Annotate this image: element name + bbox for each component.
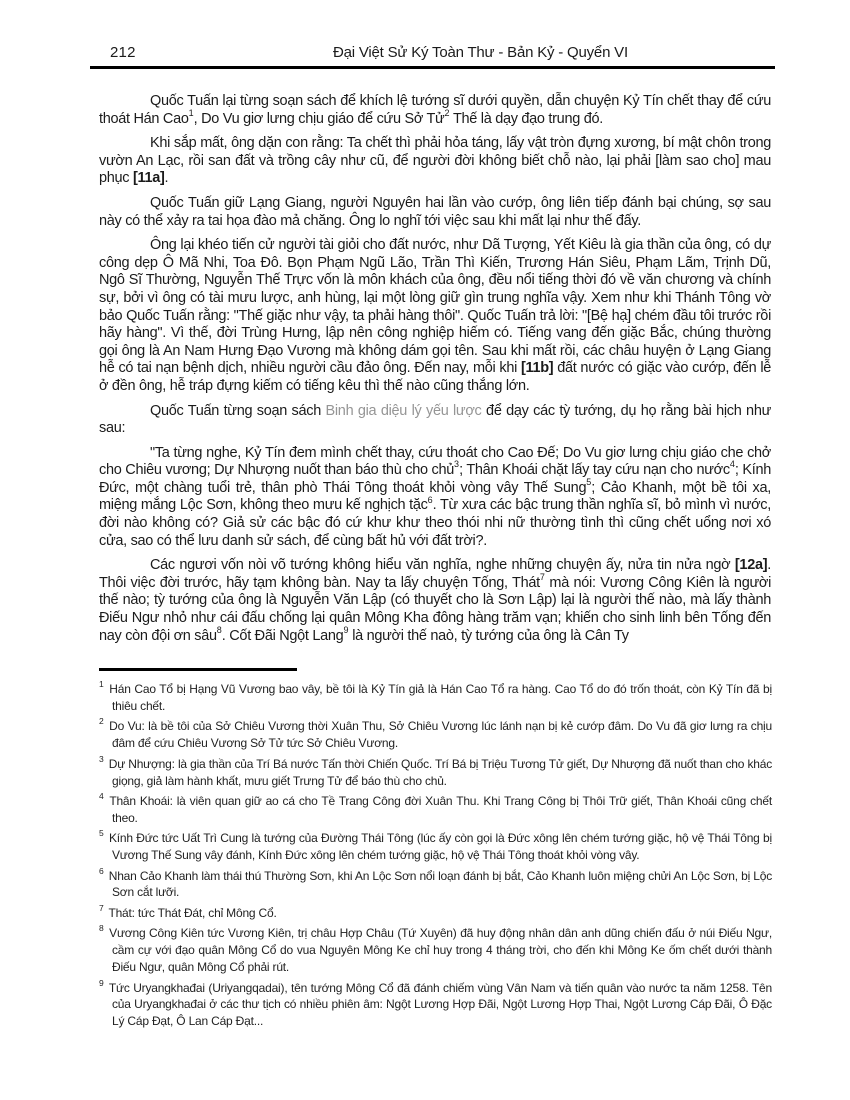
- header-title: Đại Việt Sử Ký Toàn Thư - Bản Kỷ - Quyển VI: [333, 44, 628, 61]
- text-segment: Khi sắp mất, ông dặn con rằng: Ta chết thì phải hỏa táng, lấy vật tròn đựng xương, bí mật chôn trong vườn An Lạc, rồi san đất và trồng cây như cũ, để người đời không biết chỗ nào, lại phải [làm sao cho] mau phục: [99, 135, 771, 187]
- footnote-text: Dự Nhượng: là gia thần của Trí Bá nước Tấn thời Chiến Quốc. Trí Bá bị Triệu Tương Tử giết, Dự Nhượng đã nuốt than cho khác giọng, giả làm hành khất, mưu giết Trưng Tử để báo thù cho chủ.: [105, 756, 772, 788]
- footnote-number: 2: [99, 716, 104, 727]
- text-segment: Quốc Tuấn từng soạn sách: [150, 402, 326, 419]
- text-segment: "Ta từng nghe, Kỷ Tín đem mình chết thay, cứu thoát cho Cao Đế; Do Vu giơ lưng chịu giáo che chở cho Chiêu vương; Dự Nhượng nuốt than báo thù cho chủ: [99, 444, 771, 479]
- footnote-text: Nhan Cảo Khanh làm thái thú Thường Sơn, khi An Lộc Sơn nổi loạn đánh bị bắt, Cảo Khanh luôn miệng chửi An Lộc Sơn, bị Lộc Sơn cắt lưỡi.: [105, 868, 772, 900]
- footnote-item: [99, 925, 772, 976]
- text-segment: , Do Vu giơ lưng chịu giáo để cứu Sở Tử: [193, 110, 445, 127]
- paragraph: [99, 195, 771, 230]
- footnote-number: 4: [99, 790, 104, 801]
- footnote-item: [99, 790, 772, 827]
- text-segment: . Từ xưa các bậc trung thần nghĩa sĩ, bỏ mình vì nước, đời nào không có? Giả sử các bậc đó cứ khư khư theo thói nhi nữ thường tình thì cũng chết uổng nơi xó cửa, sao có thể lưu danh sử sách, để cùng bất hủ với đất trời?.: [99, 497, 771, 549]
- footnote-text: Hán Cao Tổ bị Hạng Vũ Vương bao vây, bề tôi là Kỷ Tín giả là Hán Cao Tổ ra hàng. Cao Tổ do đó trốn thoát, còn Kỷ Tín đã bị thiêu chết.: [105, 682, 772, 713]
- footnote-number: 9: [99, 977, 104, 988]
- footnote-item: [99, 977, 772, 1031]
- text-segment: là người thế naò, tỳ tướng của ông là Cân Ty: [348, 627, 629, 644]
- text-segment: ; Kính Đức, một chàng tuổi trẻ, thân phò Thái Tông thoát khỏi vòng vây Thế Sung: [99, 462, 771, 496]
- body-text: [99, 93, 771, 652]
- text-segment: . Cốt Đãi Ngột Lang: [221, 627, 344, 644]
- footnote-text: Kính Đức tức Uất Trì Cung là tướng của Đường Thái Tông (lúc ấy còn gọi là Đức xông lên chém tướng giặc, hộ vệ Thái Tông bị Vương Thế Sung vây đánh, Kính Đức xông lên chém tướng giặc, hộ vệ Thái Tông thoát khỏi vòng vây.: [105, 831, 772, 863]
- footnote-ref: 9: [343, 624, 349, 635]
- footnote-text: Tức Uryangkhađai (Uriyangqadai), tên tướng Mông Cổ đã đánh chiếm vùng Vân Nam và tiến quân vào nước ta năm 1258. Tên của Uryangkhađai ở các thư tịch có nhiều phiên âm: Ngột Lương Hợp Đãi, Ngột Lương Hợp Thai, Ngột Lương Cáp Đãi, Ô Đặc Lý Cáp Đạt, Ô Lan Cáp Đạt...: [105, 980, 772, 1029]
- text-segment: để dạy các tỳ tướng, dụ họ rằng bài hịch như sau:: [99, 402, 771, 437]
- folio-ref: [11a]: [132, 170, 165, 187]
- footnote-text: Vương Công Kiên tức Vương Kiên, trị châu Hợp Châu (Tứ Xuyên) đã huy động nhân dân anh dũng chiến đấu ở núi Điếu Ngư, cầm cự với đạo quân Mông Cổ do vua Nguyên Mông Ke chỉ huy trong 4 tháng trời, cho đến khi Mông Ke ốm chết dưới thành Điếu Ngư, quân Mông Cổ phải rút.: [105, 926, 772, 975]
- footnote-ref: 7: [539, 572, 545, 583]
- footnote-ref: 8: [216, 624, 222, 635]
- footnote-number: 8: [99, 923, 104, 934]
- text-segment: ; Cảo Khanh, một bề tôi xa, miệng mắng Lộc Sơn, không theo mưu kế nghịch tặc: [99, 479, 771, 514]
- text-segment: Ông lại khéo tiến cử người tài giỏi cho đất nước, như Dã Tượng, Yết Kiêu là gia thần của ông, có dự công dẹp Ô Mã Nhi, Toa Đô. Bọn Phạm Ngũ Lão, Trần Thì Kiến, Trương Hán Siêu, Phạm Lãm, Trịnh Dũ, Ngô Sĩ Thường, Nguyễn Thế Trực vốn là môn khách của ông, đều nổi tiếng thời đó về văn chương và chính sự, bởi vì ông có tài mưu lược, anh hùng, lại một lòng giữ gìn trung nghĩa vậy. Xem như khi Thánh Tông vờ bảo Quốc Tuấn rằng: "Thế giặc như vậy, ta phải hàng thôi". Quốc Tuấn trả lời: "[Bệ hạ] chém đầu tôi trước rồi hãy hàng". Vì thế, đời Trùng Hưng, lập nên công nghiệp hiếm có. Tiếng vang đến giặc Bắc, chúng thường gọi ông là An Nam Hưng Đạo Vương mà không dám gọi tên. Sau khi mất rồi, các châu huyện ở Lạng Giang hễ có tai nạn bệnh dịch, nhiều người cầu đảo ông. Đến nay, mỗi khi: [99, 237, 771, 377]
- text-segment: Quốc Tuấn giữ Lạng Giang, người Nguyên hai lần vào cướp, ông liên tiếp đánh bại chúng, sợ sau này có thể xảy ra tai họa đào mả chăng. Ông lo nghĩ tới việc sau khi mất lại như thế đấy.: [99, 194, 771, 229]
- page-number: 212: [110, 44, 136, 61]
- text-segment: mà nói: Vương Công Kiên là người thế nào; tỳ tướng của ông là Nguyễn Văn Lập (có thuyết cho là Sơn Lập) lại là người thế nào, mà lấy thành Điếu Ngư nhỏ như cái đấu chống lại quân Mông Kha đông hàng trăm vạn; khiến cho sinh linh bên Tống đến nay còn đội ơn sâu: [99, 574, 771, 644]
- text-segment: . Thôi việc đời trước, hãy tạm không bàn. Nay ta lấy chuyện Tống, Thát: [99, 557, 771, 591]
- paragraph: [99, 445, 771, 551]
- text-segment: .: [164, 170, 169, 187]
- footnote-ref: 3: [454, 459, 460, 470]
- footnote-ref: 6: [427, 494, 433, 505]
- paragraph: [99, 403, 771, 438]
- footnote-item: [99, 830, 772, 864]
- folio-ref: [11b]: [520, 360, 554, 377]
- header-rule: [90, 66, 775, 69]
- footnote-text: Do Vu: là bề tôi của Sở Chiêu Vương thời Xuân Thu, Sở Chiêu Vương lúc lánh nạn bị kẻ cướp đâm. Do Vu đã giơ lưng ra chịu đâm để cứu Chiêu Vương Sở Tử tức Sở Chiêu Vương.: [105, 719, 772, 751]
- text-segment: Thế là dạy đạo trung đó.: [449, 110, 603, 127]
- footnote-item: [99, 902, 772, 922]
- footnote-item: [99, 718, 772, 752]
- text-segment: Các ngươi vốn nòi võ tướng không hiểu văn nghĩa, nghe những chuyện ấy, nửa tin nửa ngờ: [150, 557, 735, 574]
- footnote-separator: [99, 668, 297, 671]
- paragraph: [99, 557, 771, 645]
- footnote-item: [99, 753, 772, 790]
- footnote-number: 1: [99, 679, 104, 689]
- paragraph: [99, 135, 771, 188]
- footnote-item: [99, 865, 772, 902]
- text-segment: ; Thân Khoái chặt lấy tay cứu nạn cho nước: [459, 462, 730, 479]
- text-segment: đất nước có giặc vào cướp, đến lễ ở đền ông, hễ tráp đựng kiếm có tiếng kêu thì thế nào cũng thắng lớn.: [99, 360, 771, 394]
- footnote-number: 3: [99, 753, 104, 764]
- footnote-ref: 2: [444, 107, 450, 118]
- book-title: Binh gia diệu lý yếu lược: [325, 402, 482, 419]
- folio-ref: [12a]: [734, 557, 768, 574]
- footnote-item: [99, 681, 772, 715]
- footnote-number: 5: [99, 828, 104, 839]
- footnote-ref: 4: [729, 459, 735, 470]
- footnote-ref: 5: [586, 477, 592, 488]
- footnote-ref: 1: [188, 107, 194, 118]
- footnote-text: Thát: tức Thát Đát, chỉ Mông Cổ.: [105, 905, 277, 920]
- footnotes-list: [99, 681, 772, 1034]
- text-segment: Quốc Tuấn lại từng soạn sách để khích lệ tướng sĩ dưới quyền, dẫn chuyện Kỷ Tín chết thay để cứu thoát Hán Cao: [99, 93, 771, 127]
- footnote-text: Thân Khoái: là viên quan giữ ao cá cho Tề Trang Công đời Xuân Thu. Khi Trang Công bị Thôi Trữ giết, Thân Khoái cũng chết theo.: [105, 793, 772, 825]
- paragraph: [99, 93, 771, 128]
- paragraph: [99, 237, 771, 395]
- footnote-number: 6: [99, 865, 104, 876]
- footnote-number: 7: [99, 902, 104, 913]
